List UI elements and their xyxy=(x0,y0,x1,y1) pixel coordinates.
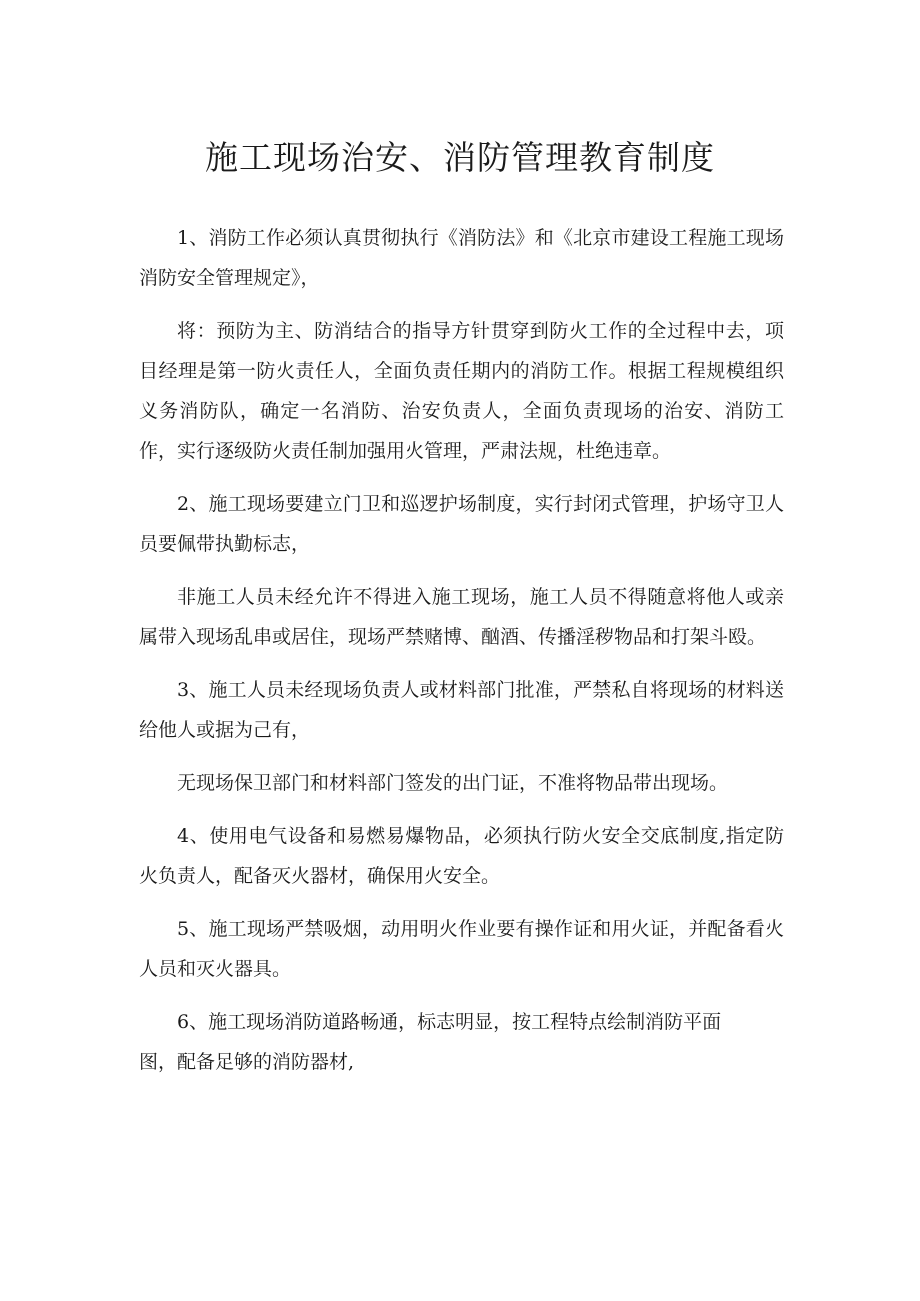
paragraph-6: 无现场保卫部门和材料部门签发的出门证，不准将物品带出现场。 xyxy=(177,772,729,794)
paragraph-3: 2、施工现场要建立门卫和巡逻护场制度，实行封闭式管理，护场守卫人员要佩带执勤标志， xyxy=(139,493,784,555)
page-title: 施工现场治安、消防管理教育制度 xyxy=(205,138,715,177)
document-body xyxy=(139,218,784,1095)
paragraph-9: 6、施工现场消防道路畅通，标志明显，按工程特点绘制消防平面图，配备足够的消防器材, xyxy=(139,1011,722,1073)
paragraph-1: 1、消防工作必须认真贯彻执行《消防法》和《北京市建设工程施工现场消防安全管理规定》， xyxy=(139,227,784,289)
paragraph-7: 4、使用电气设备和易燃易爆物品，必须执行防火安全交底制度,指定防火负责人，配备灭火器材，确保用火安全。 xyxy=(139,825,784,887)
paragraph-5: 3、施工人员未经现场负责人或材料部门批准，严禁私自将现场的材料送给他人或据为己有， xyxy=(139,679,784,741)
paragraph-2: 将：预防为主、防消结合的指导方针贯穿到防火工作的全过程中去，项目经理是第一防火责任人，全面负责任期内的消防工作。根据工程规模组织义务消防队，确定一名消防、治安负责人，全面负责现场的治安、消防工作，实行逐级防火责任制加强用火管理，严肃法规，杜绝违章。 xyxy=(139,320,784,462)
paragraph-4: 非施工人员未经允许不得进入施工现场，施工人员不得随意将他人或亲属带入现场乱串或居住，现场严禁赌博、酗酒、传播淫秽物品和打架斗殴。 xyxy=(139,586,784,648)
paragraph-8: 5、施工现场严禁吸烟，动用明火作业要有操作证和用火证，并配备看火人员和灭火器具。 xyxy=(139,918,784,980)
